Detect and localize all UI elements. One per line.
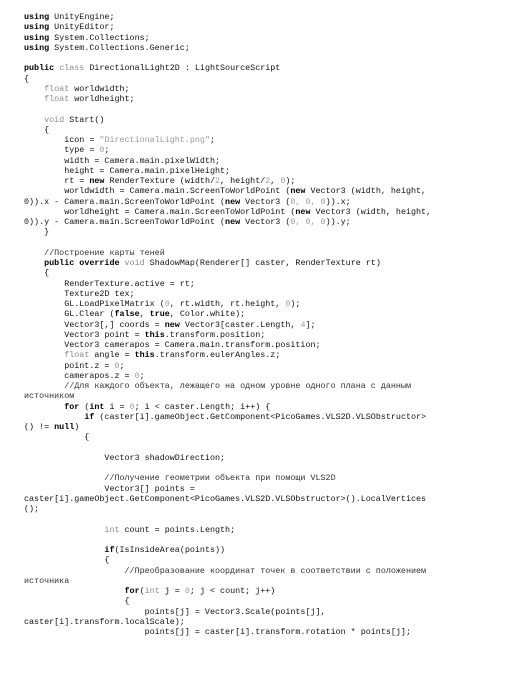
code-token bbox=[24, 402, 64, 412]
code-line bbox=[24, 422, 508, 432]
code-token: height = Camera.main.pixelHeight; bbox=[24, 165, 231, 176]
code-line bbox=[24, 463, 508, 473]
code-token: Vector3 ( bbox=[240, 217, 291, 227]
code-token: using bbox=[24, 22, 50, 33]
code-token: Vector3 (width, height, bbox=[305, 186, 427, 197]
code-token: 0 bbox=[114, 360, 120, 371]
code-line bbox=[24, 607, 508, 617]
code-token: GL.Clear ( bbox=[24, 309, 115, 320]
code-token: caster[i].transform.localScale); bbox=[24, 616, 185, 627]
code-line bbox=[24, 186, 508, 196]
code-line bbox=[24, 596, 508, 606]
code-token: { bbox=[24, 432, 90, 443]
code-line bbox=[24, 432, 508, 442]
code-token: UnityEditor; bbox=[49, 22, 115, 33]
code-line bbox=[24, 248, 508, 258]
code-token bbox=[24, 412, 84, 422]
code-token: using bbox=[24, 12, 50, 22]
code-token: () != bbox=[24, 422, 55, 432]
code-token: void bbox=[44, 114, 65, 125]
code-token: Texture2D tex; bbox=[24, 288, 135, 299]
code-line bbox=[24, 268, 508, 278]
code-token: "DirectionalLight.png" bbox=[99, 135, 210, 145]
code-token bbox=[24, 84, 44, 94]
code-token: worldwidth = Camera.main.ScreenToWorldPoint ( bbox=[24, 186, 291, 197]
code-line bbox=[24, 176, 508, 186]
code-line bbox=[24, 135, 508, 145]
code-token: class bbox=[59, 63, 85, 74]
code-token: int bbox=[104, 524, 120, 535]
code-listing bbox=[24, 12, 508, 637]
code-token: j = bbox=[159, 586, 185, 596]
code-line bbox=[24, 535, 508, 545]
code-line bbox=[24, 299, 508, 309]
code-token: 0 bbox=[285, 299, 291, 309]
code-token: ); bbox=[290, 299, 301, 309]
code-line bbox=[24, 238, 508, 248]
code-token: Vector3[caster.Length, bbox=[179, 319, 301, 330]
code-token: worldheight = Camera.main.ScreenToWorldPoint ( bbox=[24, 206, 296, 217]
code-token: using bbox=[24, 32, 50, 43]
code-token: rt = bbox=[24, 176, 90, 186]
code-token bbox=[24, 115, 44, 125]
code-line bbox=[24, 53, 508, 63]
code-token: Vector3[,] coords = bbox=[24, 319, 165, 330]
code-line bbox=[24, 207, 508, 217]
code-token: false bbox=[114, 309, 140, 320]
code-token: Vector3 camerapos = Camera.main.transform.position; bbox=[24, 340, 321, 350]
code-token: new bbox=[225, 217, 241, 227]
code-token: 0, 0, 0 bbox=[290, 217, 326, 227]
code-token: for bbox=[64, 401, 80, 412]
code-line bbox=[24, 84, 508, 94]
code-token: 0 bbox=[164, 299, 170, 309]
code-token: this bbox=[144, 329, 165, 340]
code-line bbox=[24, 166, 508, 176]
code-line bbox=[24, 145, 508, 155]
code-token: this bbox=[134, 350, 155, 361]
code-token: (caster[i].gameObject.GetComponent<PicoGames.VLS2D.VLSObstructor> bbox=[94, 411, 427, 422]
code-token: 0 bbox=[129, 401, 135, 412]
code-token: , bbox=[139, 309, 150, 320]
code-token: .transform.eulerAngles.z; bbox=[154, 350, 281, 361]
code-line bbox=[24, 586, 508, 596]
code-token: //Построение карты теней bbox=[24, 247, 165, 258]
code-token: GL.LoadPixelMatrix ( bbox=[24, 299, 165, 309]
code-token: if bbox=[84, 411, 95, 422]
code-token: 0, 0, 0 bbox=[290, 196, 326, 207]
code-line bbox=[24, 309, 508, 319]
code-token: ( bbox=[139, 586, 145, 596]
code-token: 0 bbox=[134, 370, 140, 381]
code-line bbox=[24, 391, 508, 401]
code-token: new bbox=[225, 196, 241, 207]
code-token: void bbox=[124, 258, 145, 268]
code-line bbox=[24, 627, 508, 637]
code-line bbox=[24, 227, 508, 237]
code-line bbox=[24, 94, 508, 104]
code-token: null bbox=[54, 422, 75, 432]
code-line bbox=[24, 289, 508, 299]
code-token bbox=[24, 258, 44, 268]
code-token: new bbox=[89, 176, 105, 186]
code-token: UnityEngine; bbox=[49, 12, 115, 22]
code-token: ) bbox=[74, 422, 80, 432]
code-token: ]; bbox=[305, 319, 316, 330]
code-token: System.Collections.Generic; bbox=[49, 42, 190, 53]
code-token: int bbox=[89, 401, 105, 412]
code-line bbox=[24, 258, 508, 268]
code-token: new bbox=[164, 319, 180, 330]
code-line bbox=[24, 330, 508, 340]
code-token: worldheight; bbox=[69, 94, 135, 104]
code-line bbox=[24, 453, 508, 463]
code-token: //Преобразование координат точек в соответствии с положением bbox=[24, 565, 427, 576]
code-line bbox=[24, 545, 508, 555]
code-line bbox=[24, 63, 508, 73]
code-token: ; bbox=[209, 135, 215, 145]
code-line bbox=[24, 514, 508, 524]
code-token bbox=[24, 525, 104, 535]
code-token: { bbox=[24, 555, 110, 566]
code-token: ( bbox=[79, 401, 90, 412]
code-line bbox=[24, 566, 508, 576]
code-token: 0)).x - Camera.main.ScreenToWorldPoint ( bbox=[24, 196, 226, 207]
code-token bbox=[24, 350, 64, 360]
code-token: type = bbox=[24, 145, 100, 156]
code-token: count = points.Length; bbox=[119, 524, 236, 535]
code-line bbox=[24, 104, 508, 114]
code-token bbox=[24, 586, 125, 596]
code-token: 0)).y - Camera.main.ScreenToWorldPoint ( bbox=[24, 217, 226, 227]
code-token: System.Collections; bbox=[49, 32, 150, 43]
code-line bbox=[24, 381, 508, 391]
code-token: Start() bbox=[64, 114, 105, 125]
code-line bbox=[24, 43, 508, 53]
code-token: int bbox=[144, 586, 160, 596]
code-line bbox=[24, 555, 508, 565]
code-line bbox=[24, 33, 508, 43]
code-token: ; j < count; j++) bbox=[189, 586, 276, 596]
code-line bbox=[24, 371, 508, 381]
code-token: } bbox=[24, 227, 50, 238]
code-token: 2 bbox=[265, 176, 271, 186]
code-token bbox=[24, 94, 44, 104]
code-token: DirectionalLight2D : LightSourceScript bbox=[84, 63, 281, 74]
code-line bbox=[24, 402, 508, 412]
code-line bbox=[24, 412, 508, 422]
code-token: points[j] = Vector3.Scale(points[j], bbox=[24, 606, 326, 617]
code-token: ShadowMap(Renderer[] caster, RenderTexture rt) bbox=[144, 258, 381, 268]
code-line bbox=[24, 350, 508, 360]
code-token: , bbox=[270, 176, 281, 186]
code-token: worldwidth; bbox=[69, 83, 130, 94]
code-token: for bbox=[124, 586, 140, 596]
code-token: ; bbox=[119, 360, 125, 371]
code-token: i = bbox=[104, 401, 130, 412]
code-token: Vector3 point = bbox=[24, 329, 145, 340]
code-token: , height/ bbox=[220, 176, 266, 186]
code-token: public override bbox=[44, 258, 120, 268]
code-token: Vector3 ( bbox=[240, 196, 291, 207]
code-line bbox=[24, 197, 508, 207]
code-token: camerapos.z = bbox=[24, 370, 135, 381]
code-token: if bbox=[104, 545, 115, 555]
code-line bbox=[24, 115, 508, 125]
code-token: ); bbox=[285, 176, 296, 186]
code-token: Vector3 shadowDirection; bbox=[24, 452, 226, 463]
code-token: caster[i].gameObject.GetComponent<PicoGames.VLS2D.VLSObstructor>().LocalVertices bbox=[24, 493, 427, 504]
code-token: 0 bbox=[99, 145, 105, 156]
code-token: Vector3 (width, height, bbox=[310, 206, 432, 217]
code-token: { bbox=[24, 596, 130, 607]
code-token: )).y; bbox=[325, 217, 351, 227]
code-token: icon = bbox=[24, 135, 100, 145]
code-token: (); bbox=[24, 504, 40, 514]
code-token: источником bbox=[24, 391, 75, 402]
code-token: true bbox=[149, 309, 170, 320]
code-token: float bbox=[64, 350, 90, 361]
code-token: point.z = bbox=[24, 360, 115, 371]
code-token: Vector3[] points = bbox=[24, 483, 195, 494]
code-token: , Color.white); bbox=[169, 309, 246, 320]
code-line bbox=[24, 279, 508, 289]
code-token: )).x; bbox=[325, 196, 351, 207]
code-token: //Для каждого объекта, лежащего на одном уровне одного плана с данным bbox=[24, 381, 411, 391]
code-token: 0 bbox=[280, 176, 286, 186]
code-line bbox=[24, 320, 508, 330]
code-line bbox=[24, 217, 508, 227]
code-line bbox=[24, 484, 508, 494]
code-line bbox=[24, 156, 508, 166]
code-token: 0 bbox=[184, 586, 190, 596]
code-token: (IsInsideArea(points)) bbox=[114, 545, 226, 555]
code-token: ; i < caster.Length; i++) { bbox=[134, 401, 271, 412]
code-line bbox=[24, 504, 508, 514]
code-line bbox=[24, 340, 508, 350]
code-token: RenderTexture.active = rt; bbox=[24, 278, 195, 289]
code-line bbox=[24, 576, 508, 586]
code-token: .transform.position; bbox=[164, 329, 266, 340]
code-line bbox=[24, 125, 508, 135]
code-token: источника bbox=[24, 575, 70, 586]
code-token: width = Camera.main.pixelWidth; bbox=[24, 155, 221, 166]
code-line bbox=[24, 361, 508, 371]
code-token: { bbox=[24, 73, 30, 84]
code-token bbox=[24, 545, 104, 555]
code-line bbox=[24, 494, 508, 504]
code-token: { bbox=[24, 268, 50, 279]
code-token: float bbox=[44, 94, 70, 104]
code-token: float bbox=[44, 83, 70, 94]
code-line bbox=[24, 74, 508, 84]
code-token: ; bbox=[104, 145, 110, 156]
code-line bbox=[24, 525, 508, 535]
code-token: public bbox=[24, 63, 55, 74]
code-token: ; bbox=[139, 370, 145, 381]
code-token: new bbox=[290, 186, 306, 197]
code-line bbox=[24, 617, 508, 627]
code-token: new bbox=[295, 206, 311, 217]
code-line bbox=[24, 22, 508, 32]
code-token: angle = bbox=[89, 350, 135, 361]
code-token: 2 bbox=[215, 176, 221, 186]
code-token: { bbox=[24, 124, 50, 135]
code-token: 4 bbox=[300, 319, 306, 330]
code-line bbox=[24, 473, 508, 483]
code-token: RenderTexture (width/ bbox=[104, 176, 215, 186]
code-token: //Получение геометрии объекта при помощи VLS2D bbox=[24, 473, 336, 484]
code-line bbox=[24, 443, 508, 453]
code-token: , rt.width, rt.height, bbox=[169, 299, 286, 309]
code-token: points[j] = caster[i].transform.rotation * points[j]; bbox=[24, 627, 411, 637]
code-line bbox=[24, 12, 508, 22]
code-token: using bbox=[24, 42, 50, 53]
